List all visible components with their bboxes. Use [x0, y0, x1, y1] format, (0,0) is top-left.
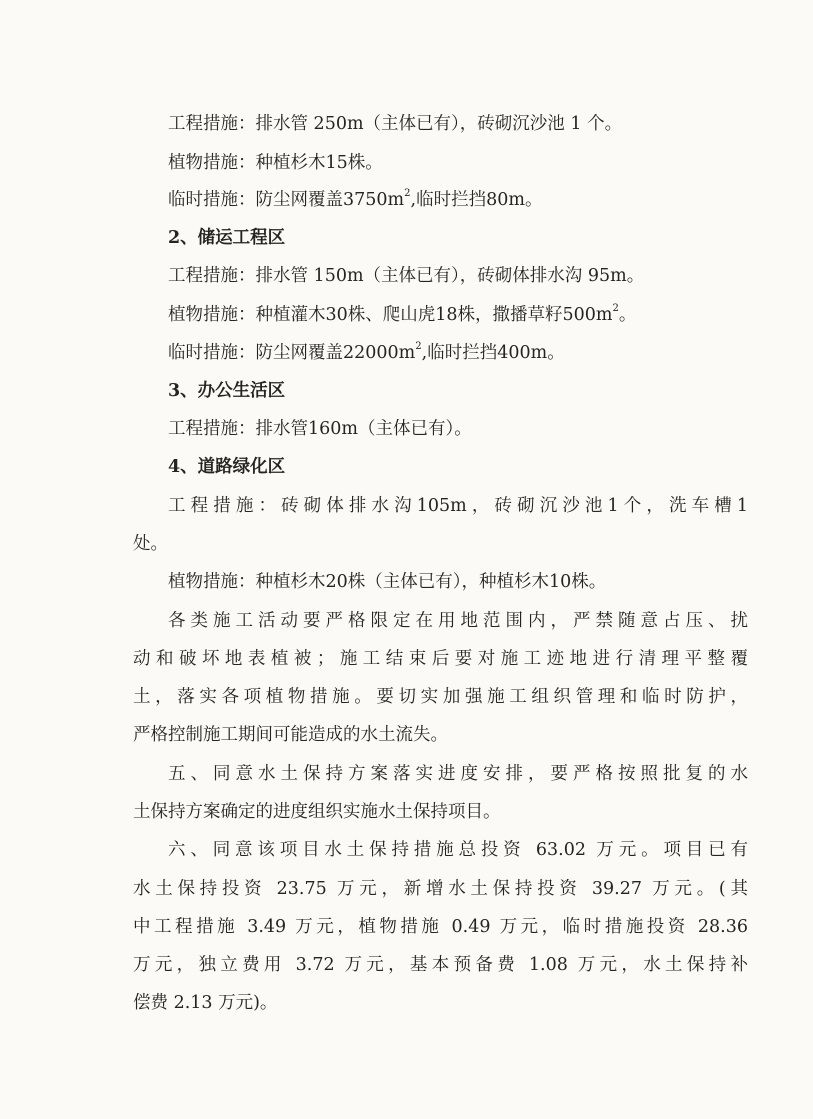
section4-engineering-line2: 处。 — [133, 534, 168, 554]
section3-heading: 3、办公生活区 — [168, 381, 286, 401]
construction-para-line4: 严格控制施工期间可能造成的水土流失。 — [133, 725, 448, 745]
para-six-line5: 偿费 2.13 万元)。 — [133, 993, 278, 1013]
construction-para-line3: 土，落实各项植物措施。要切实加强施工组织管理和临时防护， — [133, 687, 748, 707]
section1-plant: 植物措施：种植杉木15株。 — [168, 153, 383, 173]
para-five-line1: 五、同意水土保持方案落实进度安排，要严格按照批复的水 — [168, 764, 748, 784]
section2-plant: 植物措施：种植灌木30株、爬山虎18株，撒播草籽$500m^2$。 — [168, 303, 637, 325]
para-six-line4: 万元，独立费用 3.72 万元，基本预备费 1.08 万元，水土保持补 — [133, 955, 748, 975]
section1-temporary: 临时措施：防尘网覆盖$3750m^2$,临时拦挡80m。 — [168, 188, 543, 210]
section4-heading: 4、道路绿化区 — [168, 457, 286, 477]
para-six-line3: 中工程措施 3.49 万元，植物措施 0.49 万元，临时措施投资 28.36 — [133, 917, 748, 937]
para-six-line1: 六、同意该项目水土保持措施总投资 63.02 万元。项目已有 — [168, 840, 748, 860]
para-five-line2: 土保持方案确定的进度组织实施水土保持项目。 — [133, 802, 501, 822]
construction-para-line1: 各类施工活动要严格限定在用地范围内，严禁随意占压、扰 — [168, 611, 748, 631]
section4-engineering-line1: 工程措施：砖砌体排水沟105m，砖砌沉沙池1个，洗车槽1 — [168, 496, 748, 516]
section2-engineering: 工程措施：排水管 150m（主体已有），砖砌体排水沟 95m。 — [168, 266, 645, 286]
section4-plant: 植物措施：种植杉木20株（主体已有），种植杉木10株。 — [168, 572, 607, 592]
section1-engineering: 工程措施：排水管 250m（主体已有），砖砌沉沙池 1 个。 — [168, 114, 623, 134]
section3-engineering: 工程措施：排水管160m（主体已有）。 — [168, 419, 472, 439]
section2-heading: 2、储运工程区 — [168, 228, 286, 248]
para-six-line2: 水土保持投资 23.75 万元，新增水土保持投资 39.27 万元。(其 — [133, 879, 748, 899]
construction-para-line2: 动和破坏地表植被；施工结束后要对施工迹地进行清理平整覆 — [133, 649, 748, 669]
section2-temporary: 临时措施：防尘网覆盖$22000m^2$,临时拦挡400m。 — [168, 341, 565, 363]
